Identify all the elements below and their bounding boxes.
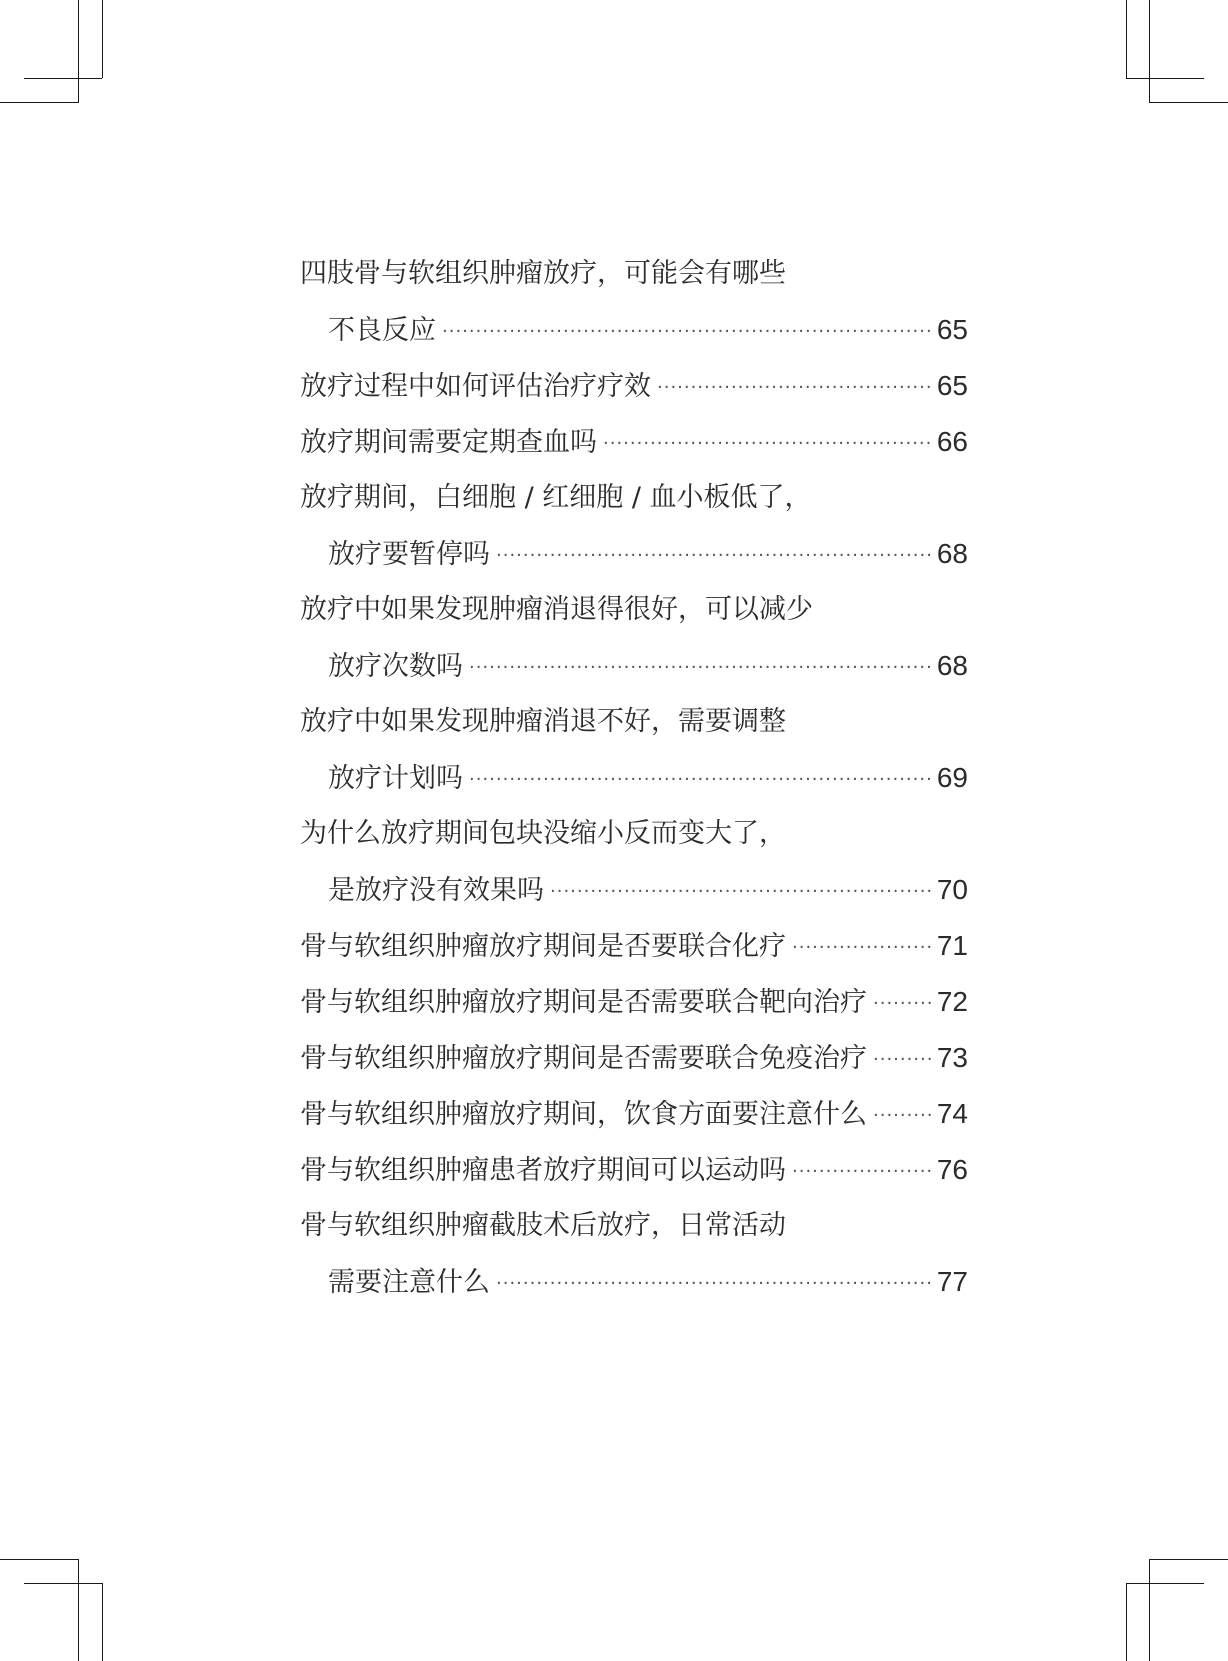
toc-entry-line <box>300 582 968 638</box>
toc-entry-line[interactable] <box>300 918 968 974</box>
toc-entry-title: 是放疗没有效果吗 <box>328 875 544 906</box>
toc-entry-line <box>300 246 968 302</box>
crop-mark <box>1126 1583 1204 1584</box>
toc-entry-line[interactable] <box>300 414 968 470</box>
toc-page-number: 74 <box>936 1098 968 1129</box>
toc-entry-title: 放疗过程中如何评估治疗疗效 <box>300 371 651 402</box>
crop-mark <box>24 1583 102 1584</box>
dot-leader <box>469 640 931 696</box>
toc-entry-line[interactable] <box>300 862 968 918</box>
toc-entry-title: 放疗计划吗 <box>328 763 463 794</box>
toc-page-number: 65 <box>936 370 968 401</box>
toc-entry-line[interactable] <box>300 974 968 1030</box>
dot-leader <box>873 1088 931 1144</box>
toc-entry-line[interactable] <box>300 1086 968 1142</box>
crop-mark <box>1126 0 1127 78</box>
toc-entry-line[interactable] <box>300 358 968 414</box>
crop-mark <box>78 1559 79 1583</box>
toc-entry-title: 骨与软组织肿瘤患者放疗期间可以运动吗 <box>300 1155 786 1186</box>
crop-mark <box>1126 78 1204 79</box>
toc-entry-title: 放疗期间需要定期查血吗 <box>300 427 597 458</box>
crop-mark <box>102 1583 103 1661</box>
toc-entry-title: 不良反应 <box>328 315 436 346</box>
dot-leader <box>603 416 931 472</box>
crop-mark <box>1149 1559 1150 1661</box>
toc-entry-title: 骨与软组织肿瘤放疗期间是否要联合化疗 <box>300 931 786 962</box>
toc-entry-title: 放疗中如果发现肿瘤消退不好，需要调整 <box>300 706 786 737</box>
dot-leader <box>873 976 931 1032</box>
dot-leader <box>442 304 931 360</box>
toc-entry-line[interactable] <box>300 1030 968 1086</box>
toc-page-number: 69 <box>936 762 968 793</box>
toc-entry-title: 骨与软组织肿瘤放疗期间，饮食方面要注意什么 <box>300 1099 867 1130</box>
toc-entry-title: 放疗要暂停吗 <box>328 539 490 570</box>
toc-entry-line <box>300 694 968 750</box>
toc-entry-line[interactable] <box>300 302 968 358</box>
crop-mark <box>0 102 78 103</box>
toc-page-number: 77 <box>936 1266 968 1297</box>
dot-leader <box>496 528 931 584</box>
toc-page-number: 70 <box>936 874 968 905</box>
dot-leader <box>873 1032 931 1088</box>
toc-entry-line <box>300 806 968 862</box>
toc-entry-line <box>300 1198 968 1254</box>
dot-leader <box>792 920 931 976</box>
toc-entry-title: 放疗中如果发现肿瘤消退得很好，可以减少 <box>300 594 813 625</box>
dot-leader <box>657 360 931 416</box>
toc-entry-title: 为什么放疗期间包块没缩小反而变大了， <box>300 818 786 849</box>
dot-leader <box>496 1256 931 1312</box>
toc-page-number: 68 <box>936 650 968 681</box>
crop-mark <box>24 78 102 79</box>
toc-page-number: 76 <box>936 1154 968 1185</box>
toc-page-number: 66 <box>936 426 968 457</box>
toc-entry-title: 放疗次数吗 <box>328 651 463 682</box>
toc-entry-line[interactable] <box>300 750 968 806</box>
table-of-contents <box>300 246 968 1310</box>
crop-mark <box>1149 1559 1228 1560</box>
toc-page-number: 72 <box>936 986 968 1017</box>
toc-entry-line <box>300 470 968 526</box>
crop-mark <box>0 1559 78 1560</box>
crop-mark <box>1126 1583 1127 1661</box>
toc-entry-title: 骨与软组织肿瘤放疗期间是否需要联合免疫治疗 <box>300 1043 867 1074</box>
toc-entry-line[interactable] <box>300 1254 968 1310</box>
crop-mark <box>78 78 79 103</box>
toc-entry-title: 骨与软组织肿瘤截肢术后放疗，日常活动 <box>300 1210 786 1241</box>
toc-page-number: 73 <box>936 1042 968 1073</box>
dot-leader <box>792 1144 931 1200</box>
toc-entry-line[interactable] <box>300 638 968 694</box>
toc-page-number: 68 <box>936 538 968 569</box>
toc-entry-title: 需要注意什么 <box>328 1267 490 1298</box>
toc-entry-title: 放疗期间，白细胞 / 红细胞 / 血小板低了， <box>300 482 812 513</box>
toc-entry-title: 骨与软组织肿瘤放疗期间是否需要联合靶向治疗 <box>300 987 867 1018</box>
toc-page-number: 71 <box>936 930 968 961</box>
crop-mark <box>78 0 79 78</box>
crop-mark <box>78 1583 79 1661</box>
toc-entry-title: 四肢骨与软组织肿瘤放疗，可能会有哪些 <box>300 258 786 289</box>
dot-leader <box>550 864 931 920</box>
dot-leader <box>469 752 931 808</box>
toc-entry-line[interactable] <box>300 526 968 582</box>
crop-mark <box>1149 0 1150 102</box>
toc-entry-line[interactable] <box>300 1142 968 1198</box>
crop-mark <box>1149 102 1228 103</box>
toc-page-number: 65 <box>936 314 968 345</box>
crop-mark <box>102 0 103 78</box>
